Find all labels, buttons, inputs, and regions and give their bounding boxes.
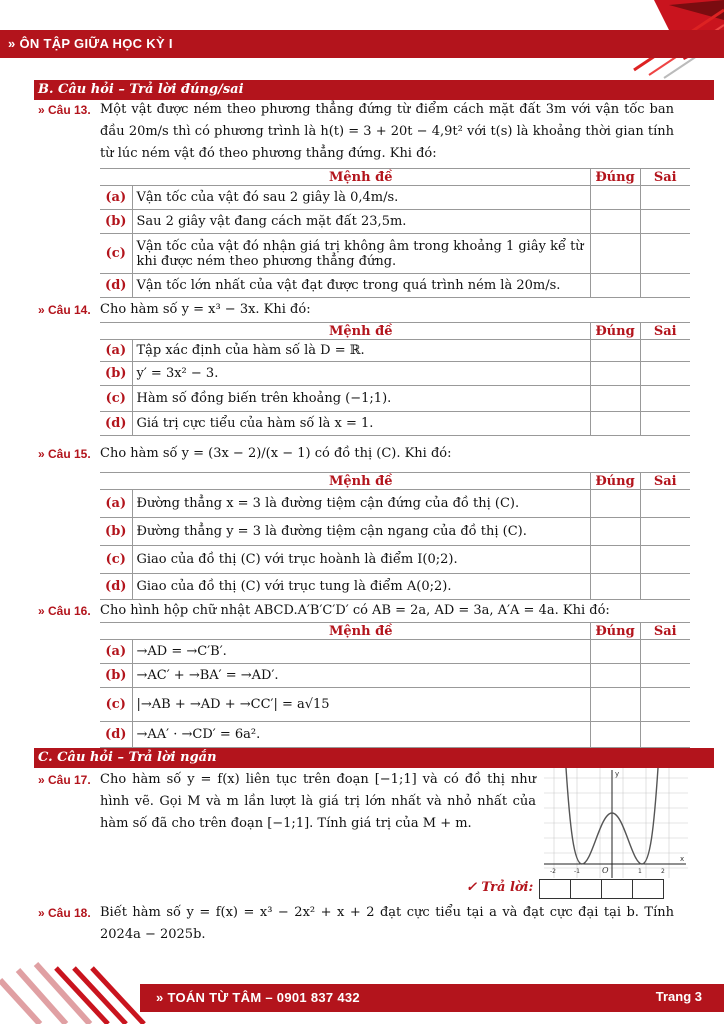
q15-row-b-letter: (b) bbox=[100, 518, 132, 546]
q15-row-d-text: Giao của đồ thị (C) với trục tung là điểm A(0;2). bbox=[132, 574, 590, 600]
q14-row-b-true[interactable] bbox=[590, 362, 640, 386]
q13-row-d-letter: (d) bbox=[100, 274, 132, 298]
q14-row-b-text: y′ = 3x² − 3. bbox=[132, 362, 590, 386]
q14-row-a-true[interactable] bbox=[590, 340, 640, 362]
q13-text: Một vật được ném theo phương thẳng đứng từ điểm cách mặt đất 3m với vận tốc ban đầu 20m/s thì có phương trình là h(t) = 3 + 20t − 4,9t² với t(s) là khoảng thời gian tính từ lúc ném vật đó theo phương thẳng đứng. Khi đó: bbox=[100, 102, 674, 161]
q18-label-wrap bbox=[38, 903, 91, 924]
footer-decoration bbox=[0, 960, 160, 1024]
q14-row-c-true[interactable] bbox=[590, 386, 640, 412]
q15-row-c-letter: (c) bbox=[100, 546, 132, 574]
q13-row-b-letter: (b) bbox=[100, 210, 132, 234]
q13-row-c-letter: (c) bbox=[100, 234, 132, 274]
q15-row-a-letter: (a) bbox=[100, 490, 132, 518]
q15-row-c-text: Giao của đồ thị (C) với trục hoành là điểm I(0;2). bbox=[132, 546, 590, 574]
q17-answer-label: ✓ Trả lời: bbox=[466, 880, 534, 895]
q17-answer-boxes bbox=[540, 879, 664, 899]
q14-row-d-letter: (d) bbox=[100, 412, 132, 436]
q13-table bbox=[100, 168, 690, 298]
q13-row-c-false[interactable] bbox=[640, 234, 690, 274]
q14-row-d-text: Giá trị cực tiểu của hàm số là x = 1. bbox=[132, 412, 590, 436]
q13-header-true: Đúng bbox=[590, 169, 640, 186]
q13-label-wrap bbox=[38, 100, 91, 121]
q14-header-false: Sai bbox=[640, 323, 690, 340]
q13-row-c-text: Vận tốc của vật đó nhận giá trị không âm trong khoảng 1 giây kể từ khi được ném theo phương thẳng đứng. bbox=[132, 234, 590, 274]
q14-text: Cho hàm số y = x³ − 3x. Khi đó: bbox=[100, 302, 311, 317]
header-bar bbox=[0, 30, 724, 58]
q13-row-a-false[interactable] bbox=[640, 186, 690, 210]
q16-table bbox=[100, 622, 690, 748]
q16-header-false: Sai bbox=[640, 623, 690, 640]
page-number: Trang 3 bbox=[655, 989, 702, 1004]
q15-row-b-text: Đường thẳng y = 3 là đường tiệm cận ngang của đồ thị (C). bbox=[132, 518, 590, 546]
graph-y-label: y bbox=[615, 770, 620, 778]
q16-row-b-false[interactable] bbox=[640, 664, 690, 688]
q16-row-c-text: |→AB + →AD + →CC′| = a√15 bbox=[132, 688, 590, 722]
footer-bar bbox=[140, 984, 724, 1012]
q16-header-true: Đúng bbox=[590, 623, 640, 640]
q14-row-a-letter: (a) bbox=[100, 340, 132, 362]
q14-row-b-letter: (b) bbox=[100, 362, 132, 386]
q13-row-a-letter: (a) bbox=[100, 186, 132, 210]
q17-text: Cho hàm số y = f(x) liên tục trên đoạn [−1;1] và có đồ thị như hình vẽ. Gọi M và m lần lượt là giá trị lớn nhất và nhỏ nhất của hàm số đã cho trên đoạn [−1;1]. Tính giá trị của M + m. bbox=[100, 772, 536, 831]
q15-row-d-false[interactable] bbox=[640, 574, 690, 600]
q15-header-stmt: Mệnh đề bbox=[132, 473, 590, 490]
q16-text: Cho hình hộp chữ nhật ABCD.A′B′C′D′ có AB = 2a, AD = 3a, A′A = 4a. Khi đó: bbox=[100, 603, 610, 618]
q17-function-graph bbox=[544, 768, 688, 878]
q15-row-c-false[interactable] bbox=[640, 546, 690, 574]
q14-table bbox=[100, 322, 690, 436]
q13-row-b-false[interactable] bbox=[640, 210, 690, 234]
q14-row-c-false[interactable] bbox=[640, 386, 690, 412]
q16-label-wrap bbox=[38, 601, 91, 622]
q13-row-d-false[interactable] bbox=[640, 274, 690, 298]
q15-row-b-true[interactable] bbox=[590, 518, 640, 546]
q13-row-c-true[interactable] bbox=[590, 234, 640, 274]
q16-row-c-false[interactable] bbox=[640, 688, 690, 722]
q16-row-b-true[interactable] bbox=[590, 664, 640, 688]
q14-label-wrap bbox=[38, 300, 91, 321]
q16-row-d-true[interactable] bbox=[590, 722, 640, 748]
q13-header-stmt: Mệnh đề bbox=[132, 169, 590, 186]
q14-row-c-letter: (c) bbox=[100, 386, 132, 412]
q13-row-b-text: Sau 2 giây vật đang cách mặt đất 23,5m. bbox=[132, 210, 590, 234]
graph-tick-neg1: -1 bbox=[574, 868, 580, 875]
q14-header-true: Đúng bbox=[590, 323, 640, 340]
q14-row-d-false[interactable] bbox=[640, 412, 690, 436]
q15-row-b-false[interactable] bbox=[640, 518, 690, 546]
answer-box-3[interactable] bbox=[601, 879, 633, 899]
q16-row-d-letter: (d) bbox=[100, 722, 132, 748]
q14-label: » Câu 14. bbox=[38, 303, 91, 317]
q17-label: » Câu 17. bbox=[38, 773, 91, 787]
q15-row-a-true[interactable] bbox=[590, 490, 640, 518]
q13-row-b-true[interactable] bbox=[590, 210, 640, 234]
q15-text: Cho hàm số y = (3x − 2)/(x − 1) có đồ thị (C). Khi đó: bbox=[100, 446, 452, 461]
q13-row-a-text: Vận tốc của vật đó sau 2 giây là 0,4m/s. bbox=[132, 186, 590, 210]
q16-row-c-letter: (c) bbox=[100, 688, 132, 722]
q16-row-d-text: →AA′ · →CD′ = 6a². bbox=[132, 722, 590, 748]
q15-label: » Câu 15. bbox=[38, 447, 91, 461]
q15-row-d-true[interactable] bbox=[590, 574, 640, 600]
q13-label: » Câu 13. bbox=[38, 103, 91, 117]
q13-row-a-true[interactable] bbox=[590, 186, 640, 210]
q16-row-a-false[interactable] bbox=[640, 640, 690, 664]
q15-header-false: Sai bbox=[640, 473, 690, 490]
graph-tick-2: 2 bbox=[661, 868, 665, 875]
q14-row-c-text: Hàm số đồng biến trên khoảng (−1;1). bbox=[132, 386, 590, 412]
q16-header-stmt: Mệnh đề bbox=[132, 623, 590, 640]
q16-row-b-text: →AC′ + →BA′ = →AD′. bbox=[132, 664, 590, 688]
graph-tick-1: 1 bbox=[638, 868, 642, 875]
q15-row-a-text: Đường thẳng x = 3 là đường tiệm cận đứng của đồ thị (C). bbox=[132, 490, 590, 518]
q16-row-c-true[interactable] bbox=[590, 688, 640, 722]
graph-tick-origin: O bbox=[602, 866, 609, 875]
answer-box-1[interactable] bbox=[539, 879, 571, 899]
q14-row-a-false[interactable] bbox=[640, 340, 690, 362]
q15-table bbox=[100, 472, 690, 600]
q15-row-d-letter: (d) bbox=[100, 574, 132, 600]
q18-text: Biết hàm số y = f(x) = x³ − 2x² + x + 2 đạt cực tiểu tại a và đạt cực đại tại b. Tính 2024a − 2025b. bbox=[100, 905, 674, 942]
section-b-title: B. Câu hỏi – Trả lời đúng/sai bbox=[34, 80, 714, 100]
q15-label-wrap bbox=[38, 444, 91, 465]
section-c-title: C. Câu hỏi – Trả lời ngắn bbox=[34, 748, 714, 768]
answer-box-4[interactable] bbox=[632, 879, 664, 899]
q15-row-c-true[interactable] bbox=[590, 546, 640, 574]
q16-row-a-text: →AD = →C′B′. bbox=[132, 640, 590, 664]
q14-row-a-text: Tập xác định của hàm số là D = ℝ. bbox=[132, 340, 590, 362]
footer-brand: » TOÁN TỪ TÂM – 0901 837 432 bbox=[156, 990, 360, 1005]
q14-row-d-true[interactable] bbox=[590, 412, 640, 436]
q16-row-a-true[interactable] bbox=[590, 640, 640, 664]
q15-row-a-false[interactable] bbox=[640, 490, 690, 518]
q18-label: » Câu 18. bbox=[38, 906, 91, 920]
q16-row-b-letter: (b) bbox=[100, 664, 132, 688]
q16-label: » Câu 16. bbox=[38, 604, 91, 618]
q15-header-true: Đúng bbox=[590, 473, 640, 490]
q13-row-d-true[interactable] bbox=[590, 274, 640, 298]
graph-tick-neg2: -2 bbox=[550, 868, 556, 875]
q17-label-wrap bbox=[38, 770, 91, 791]
q13-header-false: Sai bbox=[640, 169, 690, 186]
graph-x-label: x bbox=[680, 855, 685, 863]
q14-row-b-false[interactable] bbox=[640, 362, 690, 386]
header-title: » ÔN TẬP GIỮA HỌC KỲ I bbox=[8, 36, 173, 51]
q16-row-d-false[interactable] bbox=[640, 722, 690, 748]
q14-header-stmt: Mệnh đề bbox=[132, 323, 590, 340]
q13-row-d-text: Vận tốc lớn nhất của vật đạt được trong quá trình ném là 20m/s. bbox=[132, 274, 590, 298]
answer-box-2[interactable] bbox=[570, 879, 602, 899]
q16-row-a-letter: (a) bbox=[100, 640, 132, 664]
